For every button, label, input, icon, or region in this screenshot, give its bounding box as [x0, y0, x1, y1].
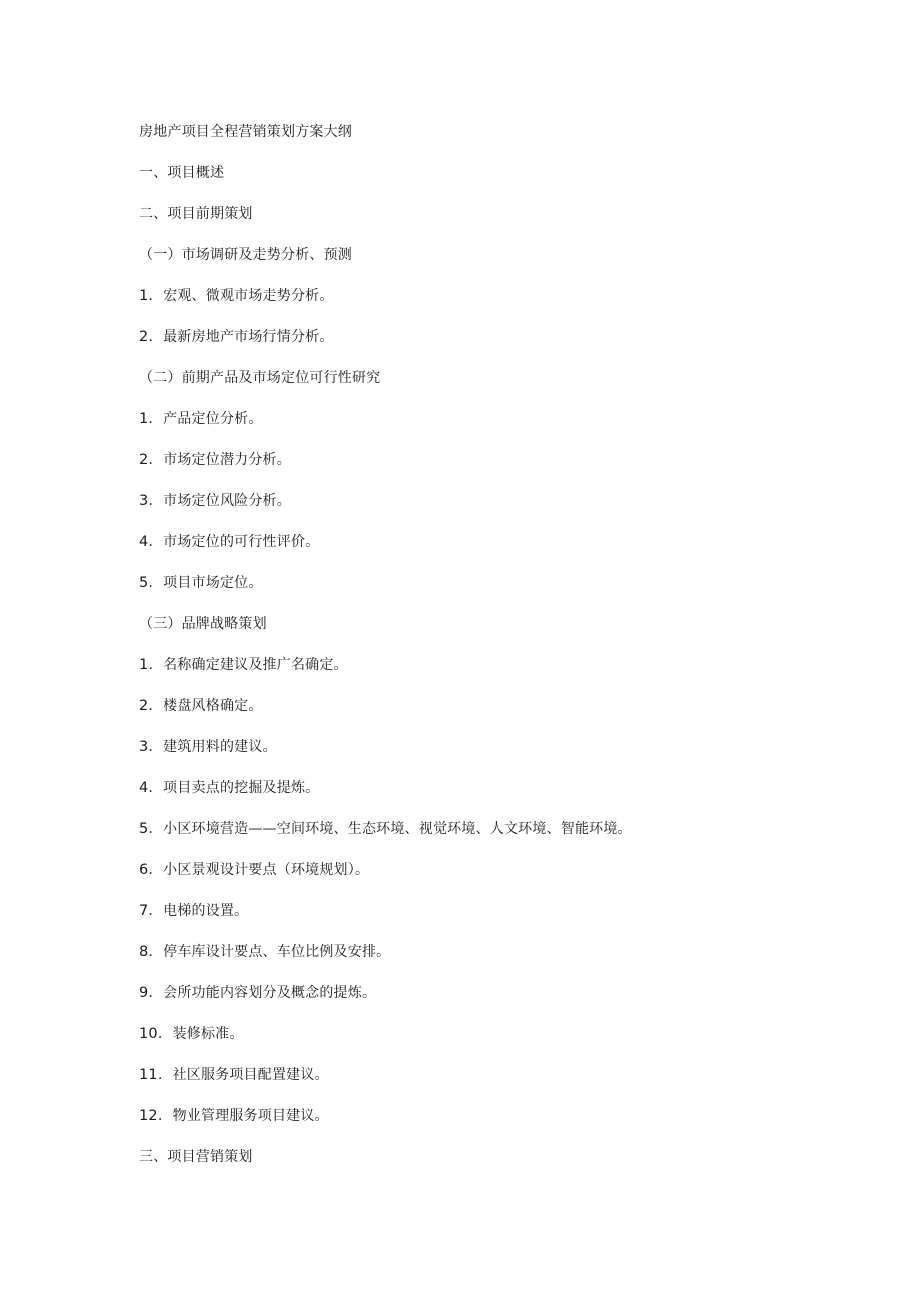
- list-item-text: 项目卖点的挖掘及提炼。: [163, 780, 320, 796]
- list-item: [139, 409, 263, 429]
- list-item-number: 12．: [139, 1108, 173, 1124]
- list-item: [139, 532, 319, 552]
- list-item: [139, 901, 248, 921]
- list-item: [139, 450, 291, 470]
- list-item-number: 1．: [139, 288, 164, 304]
- list-item-number: 1．: [139, 411, 164, 427]
- list-item-text: 市场定位的可行性评价。: [163, 534, 320, 550]
- list-item-text: 市场定位潜力分析。: [163, 452, 291, 468]
- list-item-text: 最新房地产市场行情分析。: [163, 329, 334, 345]
- list-item-text: 停车库设计要点、车位比例及安排。: [163, 944, 391, 960]
- list-item-text: 建筑用料的建议。: [163, 739, 277, 755]
- list-item-number: 4．: [139, 534, 164, 550]
- list-item-text: 会所功能内容划分及概念的提炼。: [163, 985, 377, 1001]
- list-item-number: 3．: [139, 493, 164, 509]
- list-item-text: 社区服务项目配置建议。: [172, 1067, 329, 1083]
- list-item: [139, 942, 390, 962]
- subsection-heading: （一）市场调研及走势分析、预测: [139, 247, 352, 263]
- list-item-number: 2．: [139, 329, 164, 345]
- list-item: [139, 491, 291, 511]
- list-item-number: 5．: [139, 821, 164, 837]
- section-heading: 一、项目概述: [139, 165, 225, 181]
- list-item-text: 项目市场定位。: [163, 575, 263, 591]
- list-item-number: 7．: [139, 903, 164, 919]
- list-item: [139, 655, 348, 675]
- list-item: [139, 1106, 329, 1126]
- list-item-number: 11．: [139, 1067, 173, 1083]
- list-item-text: 小区环境营造——空间环境、生态环境、视觉环境、人文环境、智能环境。: [163, 821, 632, 837]
- list-item: [139, 573, 263, 593]
- list-item: [139, 1024, 244, 1044]
- list-item: [139, 737, 277, 757]
- list-item-number: 2．: [139, 452, 164, 468]
- list-item-text: 产品定位分析。: [163, 411, 263, 427]
- list-item-text: 装修标准。: [172, 1026, 244, 1042]
- list-item: [139, 819, 632, 839]
- document-title: 房地产项目全程营销策划方案大纲: [139, 124, 352, 140]
- list-item: [139, 1065, 329, 1085]
- list-item-number: 2．: [139, 698, 164, 714]
- list-item-number: 1．: [139, 657, 164, 673]
- list-item: [139, 696, 263, 716]
- list-item-text: 名称确定建议及推广名确定。: [163, 657, 348, 673]
- list-item-number: 3．: [139, 739, 164, 755]
- list-item-number: 4．: [139, 780, 164, 796]
- list-item-number: 8．: [139, 944, 164, 960]
- list-item-number: 6．: [139, 862, 164, 878]
- list-item-text: 电梯的设置。: [163, 903, 249, 919]
- list-item: [139, 327, 334, 347]
- list-item-number: 10．: [139, 1026, 173, 1042]
- list-item-number: 5．: [139, 575, 164, 591]
- list-item-number: 9．: [139, 985, 164, 1001]
- section-heading: 三、项目营销策划: [139, 1149, 253, 1165]
- list-item-text: 市场定位风险分析。: [163, 493, 291, 509]
- list-item: [139, 983, 376, 1003]
- list-item-text: 物业管理服务项目建议。: [172, 1108, 329, 1124]
- subsection-heading: （三）品牌战略策划: [139, 616, 267, 632]
- subsection-heading: （二）前期产品及市场定位可行性研究: [139, 370, 381, 386]
- list-item: [139, 778, 319, 798]
- list-item: [139, 860, 369, 880]
- list-item-text: 小区景观设计要点（环境规划）。: [163, 862, 370, 878]
- list-item-text: 楼盘风格确定。: [163, 698, 263, 714]
- list-item: [139, 286, 334, 306]
- section-heading: 二、项目前期策划: [139, 206, 253, 222]
- list-item-text: 宏观、微观市场走势分析。: [163, 288, 334, 304]
